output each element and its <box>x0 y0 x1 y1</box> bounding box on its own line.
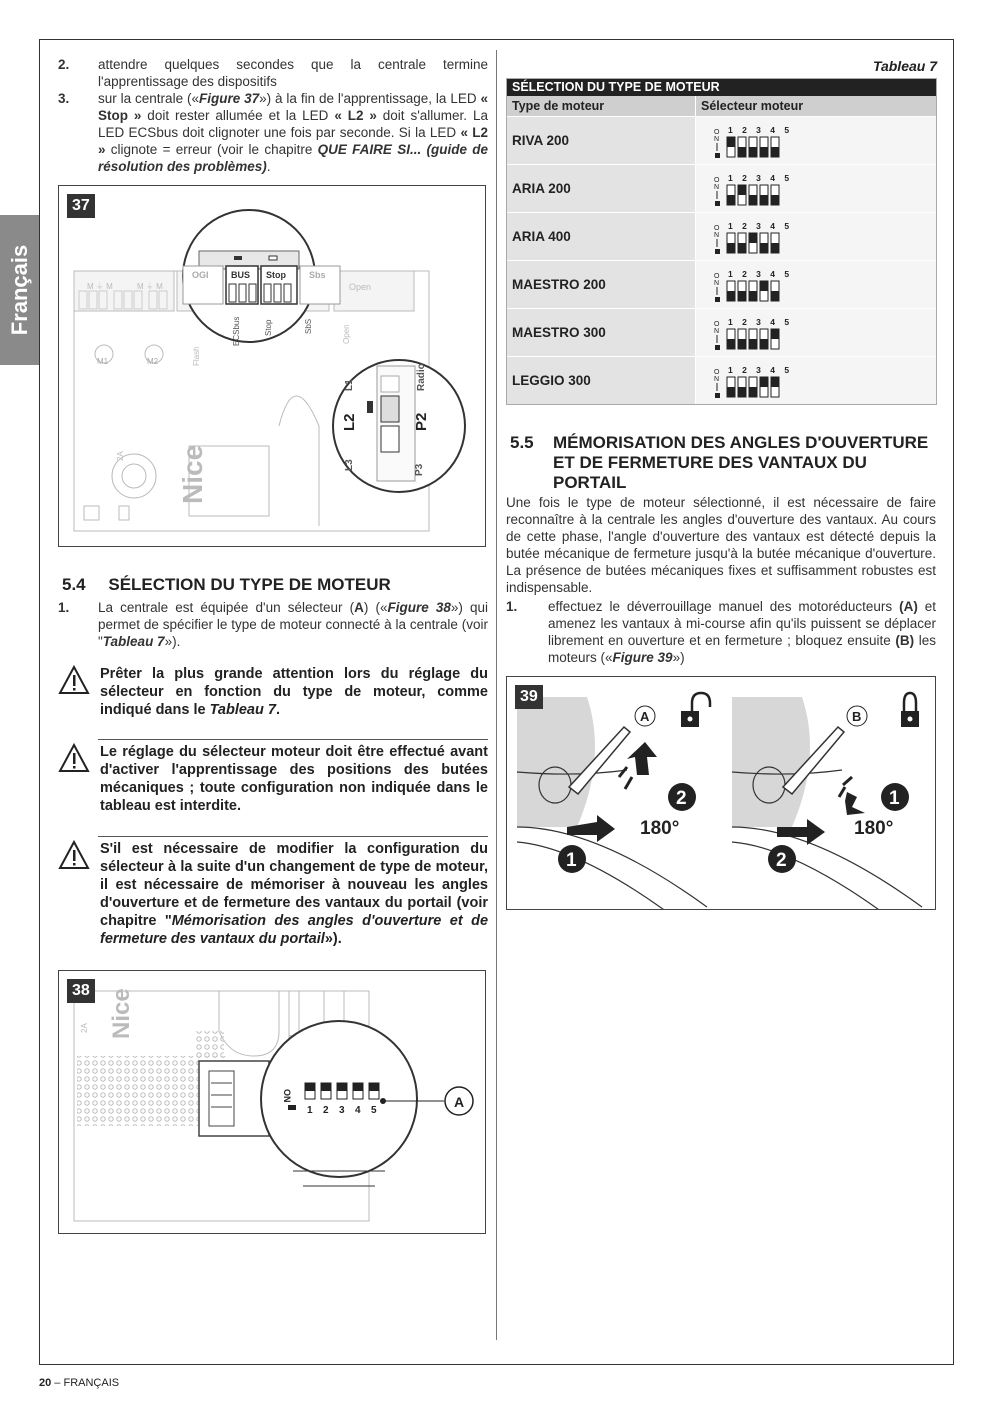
warning-rule <box>98 739 488 740</box>
dip-switch-off <box>727 291 735 301</box>
warning-2 <box>58 739 488 815</box>
dip-o-label: O <box>714 321 720 328</box>
column-header-motor-type: Type de moteur <box>507 96 696 116</box>
dip-switch-off <box>727 339 735 349</box>
angle-label: 180° <box>854 818 894 839</box>
table-row <box>507 356 936 404</box>
figure-37 <box>58 185 486 547</box>
dip-switch-on <box>771 377 779 387</box>
figure-number: 37 <box>67 194 95 218</box>
table-row <box>507 260 936 308</box>
section-title-line: PORTAIL <box>553 473 627 492</box>
section-number: 5.5 <box>510 433 534 452</box>
section-title: SÉLECTION DU TYPE DE MOTEUR <box>108 575 391 594</box>
warning-1 <box>58 661 488 719</box>
table-title: SÉLECTION DU TYPE DE MOTEUR <box>507 79 936 96</box>
item-text: attendre quelques secondes que la centrale termine l'apprentissage des dispositifs <box>98 57 488 89</box>
motor-type-cell: ARIA 400 <box>507 213 696 260</box>
led-label-l1: L1 <box>344 379 355 391</box>
dip-switch-off <box>771 243 779 253</box>
callout-a-label: A <box>640 709 650 724</box>
list-item-1 <box>506 598 936 666</box>
page-number: 20 <box>39 1377 52 1389</box>
dip-o-label: O <box>714 129 720 136</box>
dip-numbers: 1 2 3 4 5 <box>728 173 793 183</box>
item-number: 1. <box>58 600 70 615</box>
item-number: 2. <box>58 57 70 72</box>
figure-39 <box>506 676 936 910</box>
dip-switch-on <box>760 281 768 291</box>
locked-padlock-icon <box>901 693 919 727</box>
item-number: 3. <box>58 91 70 106</box>
dip-n-label: N <box>714 232 720 239</box>
dip-numbers: 1 2 3 4 5 <box>728 269 793 279</box>
motor-label-m1: M1 <box>97 357 109 366</box>
control-board-illustration <box>59 186 486 547</box>
item-text: effectuez le déverrouillage manuel des motoréducteurs (A) et amenez les vantaux à mi-course afin qu'ils puissent se déplacer librement en ouverture et en fermeture ; bloquez ensuite (B) les moteurs («Figure 39») <box>548 599 936 665</box>
side-label-stop: Stop <box>264 319 273 336</box>
dip-switch-off <box>727 195 735 205</box>
motor-type-cell: ARIA 200 <box>507 165 696 212</box>
dip-number: 4 <box>355 1105 361 1116</box>
dip-switch-diagram <box>713 125 803 159</box>
dip-number: 5 <box>371 1105 377 1116</box>
side-label-flash: Flash <box>192 346 201 366</box>
language-tab-label: Français <box>6 244 32 336</box>
callout-b-label: B <box>852 709 862 724</box>
warning-text: Le réglage du sélecteur moteur doit être effectué avant d'activer l'apprentissage des positions des butées mécaniques ; toute configuration non indiquée dans le tableau est interdite. <box>100 744 488 814</box>
side-label-sbs: SbS <box>304 318 313 334</box>
table-row <box>507 164 936 212</box>
warning-3 <box>58 836 488 948</box>
terminal-label-m: M ⏚ M <box>87 282 113 291</box>
warning-text: Prêter la plus grande attention lors du réglage du sélecteur en fonction du type de moteur, comme indiqué dans le Tableau 7. <box>100 666 488 718</box>
step-number: 2 <box>776 850 787 871</box>
side-label-open: Open <box>342 324 351 344</box>
selector-cell <box>696 261 936 308</box>
motor-label-m2: M2 <box>147 357 159 366</box>
dip-switch-diagram <box>713 221 803 255</box>
dip-switch-on <box>738 185 746 195</box>
dip-n-label: N <box>714 328 720 335</box>
table-body <box>507 116 936 404</box>
step-number: 1 <box>889 788 900 809</box>
dip-switch-off <box>760 195 768 205</box>
dip-o-label: O <box>714 273 720 280</box>
dip-switch-on <box>760 377 768 387</box>
dip-switch-diagram <box>713 317 803 351</box>
selector-cell <box>696 117 936 164</box>
dip-numbers: 1 2 3 4 5 <box>728 365 793 375</box>
figure-38 <box>58 970 486 1234</box>
fuse-label: 2A <box>116 451 125 461</box>
fuse-label: 2A <box>80 1023 89 1033</box>
item-text: sur la centrale («Figure 37») à la fin de l'apprentissage, la LED « Stop » doit rester allumée et la LED « L2 » doit s'allumer. La LED ECSbus doit clignoter une fois par seconde. Si la LED « L2 » clignote = erreur (voir le chapitre QUE FAIRE SI... (guide de résolution des problèmes). <box>98 91 488 174</box>
table-header-row <box>507 96 936 116</box>
terminal-label-open: Open <box>349 282 372 292</box>
dip-switch-off <box>727 243 735 253</box>
warning-triangle-icon <box>58 665 90 695</box>
section-5-5-heading <box>510 433 940 493</box>
terminal-label-sbs: Sbs <box>309 270 326 280</box>
selector-cell <box>696 357 936 404</box>
dip-on-label: ON <box>282 1089 292 1103</box>
footer-language: – FRANÇAIS <box>51 1377 120 1389</box>
motor-type-cell: LEGGIO 300 <box>507 357 696 404</box>
dip-number: 3 <box>339 1105 345 1116</box>
table-caption: Tableau 7 <box>872 58 937 74</box>
terminal-label-m2: M ⏚ M <box>137 282 163 291</box>
dip-switch-off <box>749 195 757 205</box>
section-5-4-heading <box>62 575 391 595</box>
brand-logo: Nice <box>177 444 208 504</box>
button-label-p3: P3 <box>414 463 425 476</box>
dip-n-label: N <box>714 376 720 383</box>
motor-selection-table <box>506 78 937 405</box>
item-number: 1. <box>506 599 518 614</box>
selector-cell <box>696 309 936 356</box>
dip-switch-off <box>771 195 779 205</box>
dip-switch-off <box>760 339 768 349</box>
dip-switch-off <box>738 387 746 397</box>
dip-switch-off <box>738 339 746 349</box>
dip-switch-off <box>749 291 757 301</box>
terminal-label-ogi: OGI <box>192 270 209 280</box>
step-number: 1 <box>566 850 577 871</box>
warning-triangle-icon <box>58 840 90 870</box>
motor-type-cell: RIVA 200 <box>507 117 696 164</box>
dip-o-label: O <box>714 177 720 184</box>
list-item-1 <box>58 599 488 650</box>
dip-numbers: 1 2 3 4 5 <box>728 125 793 135</box>
section-title-line: ET DE FERMETURE DES VANTAUX DU <box>553 453 867 472</box>
column-divider <box>496 50 497 1340</box>
dip-switch-off <box>738 243 746 253</box>
dip-numbers: 1 2 3 4 5 <box>728 221 793 231</box>
dip-switch-off <box>738 147 746 157</box>
manual-release-illustration <box>507 677 936 910</box>
dip-switch-diagram <box>713 365 803 399</box>
step-number: 2 <box>676 788 687 809</box>
selector-cell <box>696 165 936 212</box>
dip-number: 1 <box>307 1105 313 1116</box>
language-tab <box>0 215 39 365</box>
page-footer <box>39 1377 119 1389</box>
dip-switch-on <box>727 137 735 147</box>
dip-switch-off <box>771 291 779 301</box>
motor-type-cell: MAESTRO 200 <box>507 261 696 308</box>
dip-number: 2 <box>323 1105 329 1116</box>
side-label-ecsbus: ECSbus <box>232 316 241 346</box>
warning-text: S'il est nécessaire de modifier la configuration du sélecteur à la suite d'un changement de type de moteur, il est nécessaire de mémoriser à nouveau les angles d'ouverture et de fermeture des vantaux du portail (voir chapitre "Mémorisation des angles d'ouverture et de fermeture des vantaux du portail»). <box>100 841 489 947</box>
section-number: 5.4 <box>62 575 86 594</box>
dip-switch-off <box>749 339 757 349</box>
dip-o-label: O <box>714 225 720 232</box>
dip-switch-off <box>771 147 779 157</box>
table-row <box>507 212 936 260</box>
dip-switch-off <box>738 291 746 301</box>
dip-n-label: N <box>714 280 720 287</box>
dip-switch-off <box>760 243 768 253</box>
dip-switch-off <box>760 147 768 157</box>
dip-switch-off <box>749 387 757 397</box>
section-title <box>553 433 940 493</box>
dip-switch-on <box>771 329 779 339</box>
dip-switch-off <box>727 387 735 397</box>
brand-logo: Nice <box>108 988 135 1039</box>
dip-numbers: 1 2 3 4 5 <box>728 317 793 327</box>
selector-cell <box>696 213 936 260</box>
motor-type-cell: MAESTRO 300 <box>507 309 696 356</box>
button-label-radio: Radio <box>416 363 427 391</box>
led-label-l3: L3 <box>344 459 355 471</box>
dip-switch-off <box>749 147 757 157</box>
figure-number: 38 <box>67 979 95 1003</box>
warning-triangle-icon <box>58 743 90 773</box>
led-label-l2: L2 <box>341 413 358 431</box>
dip-n-label: N <box>714 136 720 143</box>
dip-n-label: N <box>714 184 720 191</box>
dip-switch-on <box>749 233 757 243</box>
callout-a-label: A <box>454 1094 465 1110</box>
dip-switch-diagram <box>713 269 803 303</box>
table-row <box>507 116 936 164</box>
warning-rule <box>98 836 488 837</box>
figure-number: 39 <box>515 685 543 709</box>
column-header-selector: Sélecteur moteur <box>701 99 804 113</box>
terminal-label-stop: Stop <box>266 270 286 280</box>
dip-switch-diagram <box>713 173 803 207</box>
table-row <box>507 308 936 356</box>
list-item-3 <box>58 90 488 175</box>
section-5-5-intro: Une fois le type de moteur sélectionné, il est nécessaire de faire reconnaître à la centrale les angles d'ouverture des vantaux. Au cours de cette phase, l'angle d'ouverture des vantaux est détecté depuis la butée mécanique de fermeture jusqu'à la butée mécanique d'ouverture. La présence de butées mécaniques fixes et suffisamment robustes est indispensable. <box>506 495 936 595</box>
button-label-p2: P2 <box>413 412 430 431</box>
terminal-label-bus: BUS <box>231 270 251 280</box>
dip-o-label: O <box>714 369 720 376</box>
angle-label: 180° <box>640 818 680 839</box>
list-item-2 <box>58 56 488 90</box>
dip-switch-illustration <box>59 971 486 1234</box>
item-text: La centrale est équipée d'un sélecteur (A) («Figure 38») qui permet de spécifier le type de moteur connecté à la centrale (voir "Tableau 7»). <box>98 600 488 649</box>
section-title-line: MÉMORISATION DES ANGLES D'OUVERTURE <box>553 433 929 452</box>
unlocked-padlock-icon <box>681 693 710 727</box>
